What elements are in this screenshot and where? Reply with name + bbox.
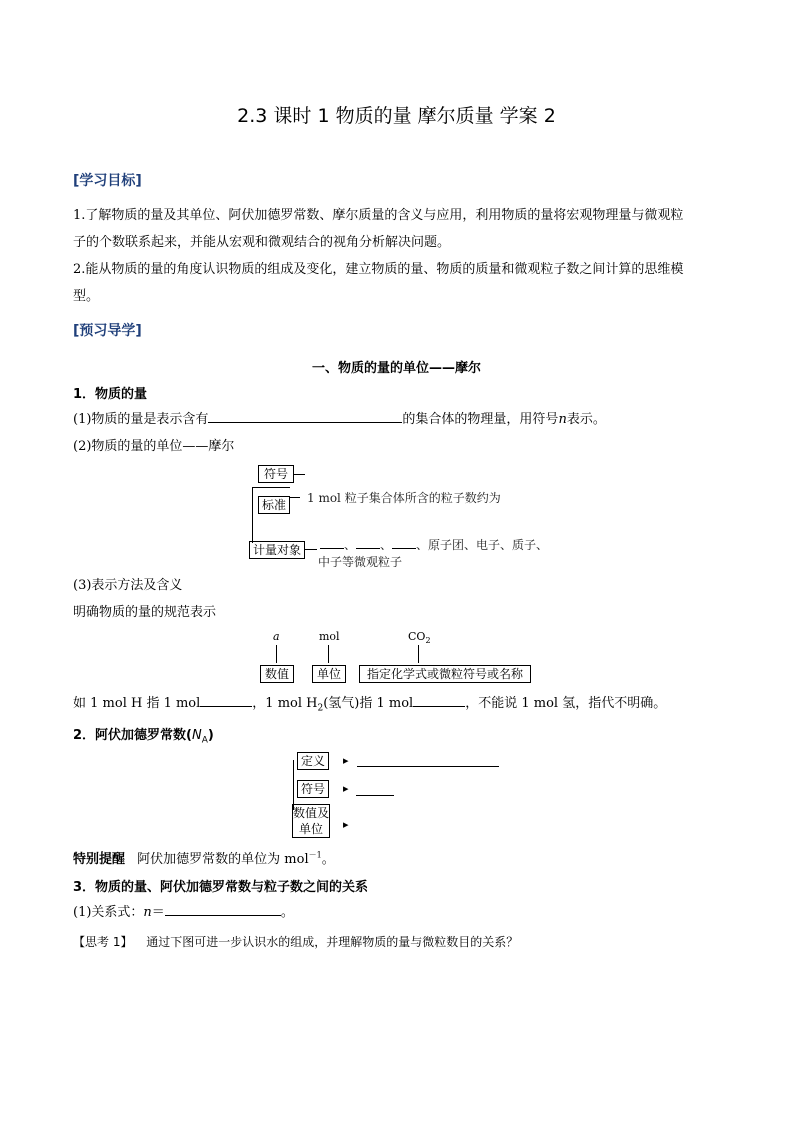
think-text: 通过下图可进一步认识水的组成，并理解物质的量与微粒数目的关系？ [146,935,519,949]
section3-title: 3．物质的量、阿伏加德罗常数与粒子数之间的关系 [73,880,369,895]
think-label: 【思考 1】 [73,935,133,949]
blank-object-1[interactable] [320,536,344,549]
objective-1-line-1: 1.了解物质的量及其单位、阿伏加德罗常数、摩尔质量的含义与应用，利用物质的量将宏观物理量与微观粒 [73,208,684,223]
formula-box: 指定化学式或微粒符号或名称 [359,665,531,683]
s1-text-b: 的集合体的物理量，用符号 [402,412,559,427]
value-unit-line-1: 数值及 [293,806,330,820]
co2-sub: 2 [425,636,431,646]
value-arrow: ▸ [343,818,349,831]
blank-h2[interactable] [413,694,465,707]
example-b-sub: 2 [317,703,324,714]
repr-arrow-mol [328,645,329,663]
s1-text-c: 表示。 [566,412,606,427]
example-line [73,690,666,723]
objective-1-line-2: 子的个数联系起来，并能从宏观和微观结合的视角分析解决问题。 [73,235,451,250]
bracket-top [252,487,290,488]
objective-2-line-1: 2.能从物质的量的角度认识物质的组成及变化，建立物质的量、物质的质量和微观粒子数之间计算的思维模 [73,262,684,277]
blank-object-3[interactable] [392,536,416,549]
definition-box: 定义 [297,752,329,770]
s2-title-n: N [192,728,202,743]
tip-sup: －1 [308,850,322,860]
tip-end: 。 [321,852,335,867]
section2-title [73,724,214,746]
s2-title-end: ) [207,728,214,743]
section1-para2: (2)物质的量的单位——摩尔 [73,439,235,454]
example-d: ，不能说 1 mol 氢，指代不明确。 [465,696,667,711]
blank-h[interactable] [200,694,252,707]
object-line-2: 中子等微观粒子 [318,555,403,569]
blank-relation[interactable] [165,903,281,916]
unit-box: 单位 [312,665,346,683]
object-box: 计量对象 [249,541,305,559]
blank-contains[interactable] [208,410,402,423]
standard-text: 1 mol 粒子集合体所含的粒子数约为 [307,491,501,505]
object-text-1: 、原子团、电子、质子、 [416,538,549,552]
section1-title: 1．物质的量 [73,387,148,402]
preview-heading: [预习导学] [73,323,142,339]
object-line-1: 、 、 、原子团、电子、质子、 [320,536,548,553]
object-dash [305,549,317,550]
symbol-dash [293,474,305,475]
repr-arrow-co2 [418,645,419,663]
example-c: (氢气)指 1 mol [323,696,414,711]
bracket-vertical [252,487,253,543]
repr-arrow-a [276,645,277,663]
objective-1 [73,202,733,310]
value-unit-line-2: 单位 [298,822,323,836]
s3-text-a: (1)关系式： [73,905,144,920]
standard-dash [290,497,300,498]
s3-end: 。 [280,905,294,920]
blank-object-2[interactable] [356,536,380,549]
symbol-n: n [558,412,567,427]
blank-definition[interactable] [357,766,499,767]
think-1 [73,933,518,950]
s3-eq: ＝ [151,905,165,920]
example-a: 如 1 mol H 指 1 mol [73,696,201,711]
definition-arrow: ▸ [343,754,349,767]
symbol-arrow: ▸ [343,782,349,795]
repr-co2 [408,630,431,645]
example-b: ，1 mol H [252,696,318,711]
repr-a: a [273,630,280,643]
objectives-heading: [学习目标] [73,173,142,189]
section1-para3: (3)表示方法及含义 [73,578,183,593]
na-symbol-box: 符号 [297,780,329,798]
section1-para1 [73,406,606,433]
symbol-box: 符号 [258,465,294,483]
s2-title-text: 2．阿伏加德罗常数( [73,728,192,743]
blank-symbol[interactable] [356,795,394,796]
s1-text-a: (1)物质的量是表示含有 [73,412,209,427]
s2-title-sub: A [201,735,208,746]
co2-text: CO [408,630,426,643]
section3-para1 [73,899,294,926]
s3-n: n [143,905,152,920]
page-title: 2.3 课时 1 物质的量 摩尔质量 学案 2 [237,105,556,127]
value-box: 数值 [260,665,294,683]
section1-para4: 明确物质的量的规范表示 [73,605,217,620]
tip-label: 特别提醒 [73,852,126,867]
standard-box: 标准 [258,496,290,514]
repr-mol: mol [319,630,340,643]
tip-text: 阿伏加德罗常数的单位为 mol [137,852,309,867]
part1-title: 一、物质的量的单位——摩尔 [311,361,481,376]
value-unit-box [292,804,330,838]
special-tip [73,848,335,867]
objective-2-line-2: 型。 [73,289,100,304]
na-bracket [293,760,294,810]
